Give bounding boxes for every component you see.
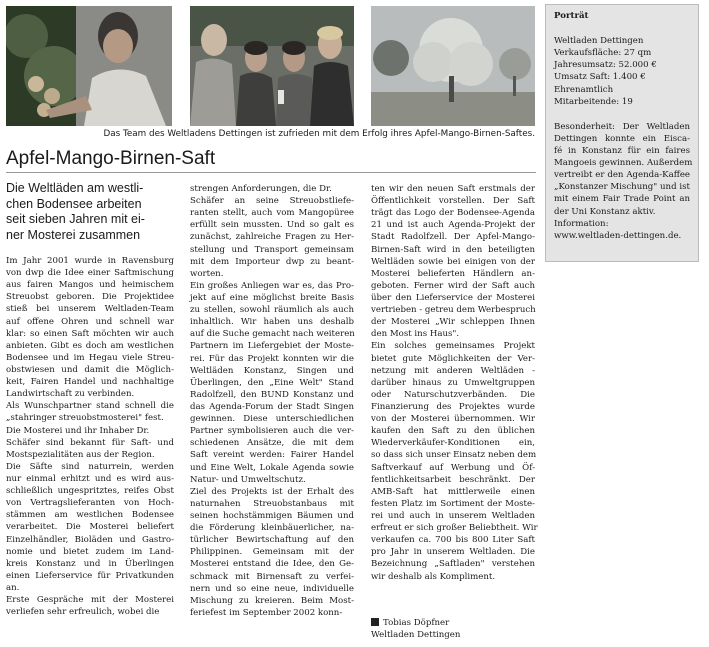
article-text-line: Mosterei entstand die Idee, den Ge- <box>190 559 354 570</box>
portrait-stat: Verkaufsfläche: 27 qm <box>554 48 652 59</box>
article-text-line: nur einmal erhitzt und es wird aus- <box>6 473 174 484</box>
article-text-line: Partnern im Liefergebiet der Moste- <box>190 341 354 352</box>
article-text-line: kaufen den Saft zu den üblichen <box>371 426 535 437</box>
article-column-1 <box>6 255 174 618</box>
article-text-line: der Mosterei „Wir schleppen Ihnen <box>371 317 535 328</box>
lead-line: Die Weltläden am westli- <box>6 181 144 195</box>
article-text-line: Mostspezialitäten aus der Region. <box>6 449 155 460</box>
article-text-line: Philippinen. Gemeinsam mit der <box>190 547 354 558</box>
article-text-line: von der Mosterei übernommen. Wir <box>371 414 535 425</box>
article-text-line: Bezeichnung „Saftladen" verstehen <box>371 559 535 570</box>
article-text-line: den Most ins Haus". <box>371 329 460 340</box>
article-text-line: Saftverkauf auf Werbung und Öf- <box>371 462 535 473</box>
article-text-line: Streuobst geboren. Die Projektidee <box>6 292 174 303</box>
article-text-line: strengen Anforderungen, die Dr. <box>190 184 332 194</box>
article-text-line: Ein solches gemeinsames Projekt <box>371 341 535 352</box>
portrait-stat: Mitarbeitende: 19 <box>554 96 633 107</box>
portrait-text-line: Mangoeis gewinnen. Außerdem <box>554 158 693 169</box>
article-text-line: stellung und Transport gemeinsam <box>190 244 354 255</box>
article-text-line: einen Lieferservice für Privatkunden <box>6 570 174 581</box>
article-text-line: das Agenda-Forum der Stadt Singen <box>190 401 354 412</box>
article-text-line: Erste Gespräche mit der Mosterei <box>6 595 174 606</box>
article-text-line: Öffentlichkeit vorstellen. Der Saft <box>371 196 535 207</box>
article-text-line: und Eine Welt, Lokale Agenda sowie <box>190 462 354 473</box>
portrait-text-line: vertreibt er den Agenda-Kaffee <box>554 170 690 181</box>
article-text-line: an. <box>6 582 20 593</box>
headline-divider <box>6 172 536 173</box>
article-text-line: Radolfzell, den BUND Konstanz und <box>190 389 354 400</box>
lead-line: chen Bodensee arbeiten <box>6 196 142 211</box>
portrait-text-line: fé in Konstanz für ein faires <box>554 146 690 156</box>
article-text-line: Finanzierung des Projektes wurde <box>371 401 535 412</box>
article-text-line: erfreut er sich großer Beliebtheit. Wir <box>371 523 538 534</box>
article-text-line: feriefest im September 2002 konn- <box>190 607 343 618</box>
article-text-line: wir deshalb als Kompliment. <box>371 571 496 582</box>
article-text-line: Ein großes Anliegen war es, das Pro- <box>190 280 354 291</box>
article-text-line: rei und auch in unserem Weltladen <box>371 510 535 521</box>
article-text-line: „stahringer streuobstmosterei" fest. <box>6 413 164 424</box>
author-block <box>371 617 460 641</box>
author-org: Weltladen Dettingen <box>371 630 461 641</box>
article-text-line: Einzelhändler, Bioläden und Gastro- <box>6 534 174 545</box>
article-text-line: klar: so einen Saft möchten wir auch <box>6 328 174 339</box>
article-text-line: nern und so eine neue, individuelle <box>190 583 354 594</box>
end-square-icon <box>371 618 379 626</box>
article-text-line: schließlich ungespritztes, reifes Obst <box>6 486 174 497</box>
article-text-line: Stadt Radolfzell. Der Apfel-Mango- <box>371 232 535 243</box>
lead-line: ner Mosterei zusammen <box>6 227 141 242</box>
article-text-line: auf die Suche gemacht nach weiteren <box>190 329 355 340</box>
article-text-line: schiedenen Ansätze, die mit dem <box>190 438 354 449</box>
portrait-stat: Umsatz Saft: 1.400 € <box>554 72 646 83</box>
article-text-line: pro Jahr in unserem Weltladen. Die <box>371 547 535 558</box>
article-text-line: festen Platz im Sortiment der Moste- <box>371 498 535 509</box>
article-text-line: ten wir den neuen Saft erstmals der <box>371 184 535 194</box>
article-text-line: Die Säfte sind naturrein, werden <box>6 461 174 472</box>
article-text-line: Mischung zu kreieren. Beim Most- <box>190 595 354 606</box>
article-text-line: netzung mit anderen Weltläden - <box>371 365 535 376</box>
article-text-line: obstwiesen und damit die Möglich- <box>6 364 174 375</box>
article-text-line: darüber hinaus zu Umweltgruppen <box>371 377 535 388</box>
portrait-title: Porträt <box>554 11 589 21</box>
article-text-line: aus fairen Mangos und heimischem <box>6 280 174 291</box>
photo-caption: Das Team des Weltladens Dettingen ist zufrieden mit dem Erfolg ihres Apfel-Mango-Birnen-Saftes. <box>103 129 535 139</box>
article-text-line: geboten. Ferner wird der Saft auch <box>371 280 535 291</box>
article-text-line: worten. <box>190 268 224 279</box>
article-text-line: keit, Fairen Handel und nachhaltige <box>6 377 174 388</box>
article-text-line: schmack mit Birnensaft zu verfei- <box>190 571 354 582</box>
article-text-line: Partner symbolisieren auch die ver- <box>190 426 354 437</box>
article-text-line: zunächst, zahlreiche Fragen zu Her- <box>190 232 354 243</box>
article-text-line: erfüllt sein mussten. Und so galt es <box>190 220 354 231</box>
portrait-stat: Ehrenamtlich <box>554 84 614 95</box>
article-text-line: Wiederverkäufer-Konditionen ein, <box>371 438 535 449</box>
article-headline: Apfel-Mango-Birnen-Saft <box>6 148 216 169</box>
article-text-line: ranten stellt, auch vom Mangopüree <box>190 208 354 219</box>
portrait-box <box>545 4 699 262</box>
article-text-line: Als Wunschpartner stand schnell die <box>6 401 174 412</box>
article-text-line: nomie und bietet zudem im Land- <box>6 546 174 557</box>
article-text-line: gewinnen. Diese unterschiedlichen <box>190 414 354 425</box>
orchard-photo <box>371 6 535 126</box>
article-text-line: Bodensee und im Hegau viele Streu- <box>6 352 174 363</box>
article-text-line: Ziel des Projekts ist der Erhalt des <box>190 486 354 497</box>
portrait-stat: Weltladen Dettingen <box>554 36 644 47</box>
article-text-line: Landwirtschaft zu verbinden. <box>6 389 135 400</box>
article-text-line: seinen hochstämmigen Bäumen und <box>190 510 354 521</box>
article-text-line: stieß bei unserem Weltladen-Team <box>6 304 174 315</box>
article-text-line: oder Naturschutzverbänden. Die <box>371 389 535 400</box>
article-text-line: auf offene Ohren und schnell war <box>6 316 174 327</box>
article-text-line: mit dem Importeur dwp zu beant- <box>190 256 354 267</box>
article-text-line: Mosterei belieferten Händlern an- <box>371 268 535 279</box>
article-text-line: zu stellen, sowohl räumlich als auch <box>190 305 354 316</box>
article-text-line: Natur- und Umweltschutz. <box>190 474 306 485</box>
portrait-text-line: Besonderheit: Der Weltladen <box>554 121 690 132</box>
portrait-stat: Jahresumsatz: 52.000 € <box>554 60 657 71</box>
article-text-line: trägt das Logo der Bodensee-Agenda <box>371 208 535 219</box>
article-lead <box>6 181 178 243</box>
article-text-line: über den Lieferservice der Mosterei <box>371 292 535 303</box>
article-text-line: kreis Konstanz und in Überlingen <box>6 558 174 569</box>
article-column-3 <box>371 183 538 583</box>
portrait-website: www.weltladen-dettingen.de. <box>554 230 682 241</box>
portrait-text-line: mit einem Fair Trade Point an <box>554 194 690 205</box>
article-text-line: vertrieben - getreu dem Werbespruch <box>371 305 536 316</box>
team-photo-mangos <box>6 6 172 126</box>
portrait-text-line: der Uni Konstanz aktiv. <box>554 206 656 217</box>
article-text-line: stämmen am westlichen Bodensee <box>6 510 174 521</box>
article-text-line: Im Jahr 2001 wurde in Ravensburg <box>6 256 174 266</box>
article-text-line: bietet gute Möglichkeiten der Ver- <box>371 353 535 364</box>
article-text-line: verarbeitet. Die Mosterei beliefert <box>6 522 174 533</box>
lead-line: seit sieben Jahren mit ei- <box>6 212 145 226</box>
portrait-text-line: „Konstanzer Mischung" und ist <box>554 182 690 193</box>
article-text-line: Schäfer sind bekannt für Saft- und <box>6 437 174 448</box>
article-text-line: Die Mosterei und ihr Inhaber Dr. <box>6 425 150 436</box>
article-text-line: Überlingen, den „Eine Welt" Stand <box>190 377 354 388</box>
article-text-line: inhaltlich. Wir haben uns deshalb <box>190 317 354 328</box>
article-column-2 <box>190 183 354 619</box>
article-text-line: jekt auf eine möglichst breite Basis <box>190 292 354 303</box>
article-text-line: Saft vereint werden: Fairer Handel <box>190 450 354 461</box>
author-name: Tobias Döpfner <box>383 618 450 628</box>
article-text-line: naturnahen Streuobstanbaus mit <box>190 498 354 509</box>
portrait-text-line: Information: <box>554 218 609 229</box>
article-text-line: fentlichkeitsarbeit beschränkt. Der <box>371 474 535 485</box>
article-text-line: so dass sich unser Einsatz neben dem <box>371 450 537 461</box>
article-text-line: 21 und ist auch Agenda-Projekt der <box>371 220 535 231</box>
article-text-line: rei. Für das Projekt konnten wir die <box>190 353 354 364</box>
article-text-line: Schäfer an seine Streuobstliefe- <box>190 196 354 207</box>
article-text-line: von Vertragslieferanten von Hoch- <box>6 498 174 509</box>
article-text-line: verliefen sehr erfreulich, wobei die <box>6 607 160 618</box>
portrait-text-line: Dettingen konnte ein Eisca- <box>554 133 690 144</box>
article-text-line: Weltläden Konstanz, Singen und <box>190 365 354 376</box>
article-text-line: verkaufen ca. 700 bis 800 Liter Saft <box>371 535 535 546</box>
article-text-line: AMB-Saft hat mittlerweile einen <box>371 486 535 497</box>
article-text-line: die Förderung kleinbäuerlicher, na- <box>190 523 354 534</box>
team-photo-group <box>190 6 354 126</box>
article-text-line: türlicher Bewirtschaftung auf den <box>190 535 354 546</box>
article-text-line: von dwp die Idee einer Saftmischung <box>6 268 174 279</box>
article-text-line: Weltläden sowie bei einigen von der <box>371 256 535 267</box>
article-text-line: Birnen-Saft wird in den beteiligten <box>371 244 535 255</box>
article-text-line: anbieten. Gibt es doch am westlichen <box>6 340 174 351</box>
